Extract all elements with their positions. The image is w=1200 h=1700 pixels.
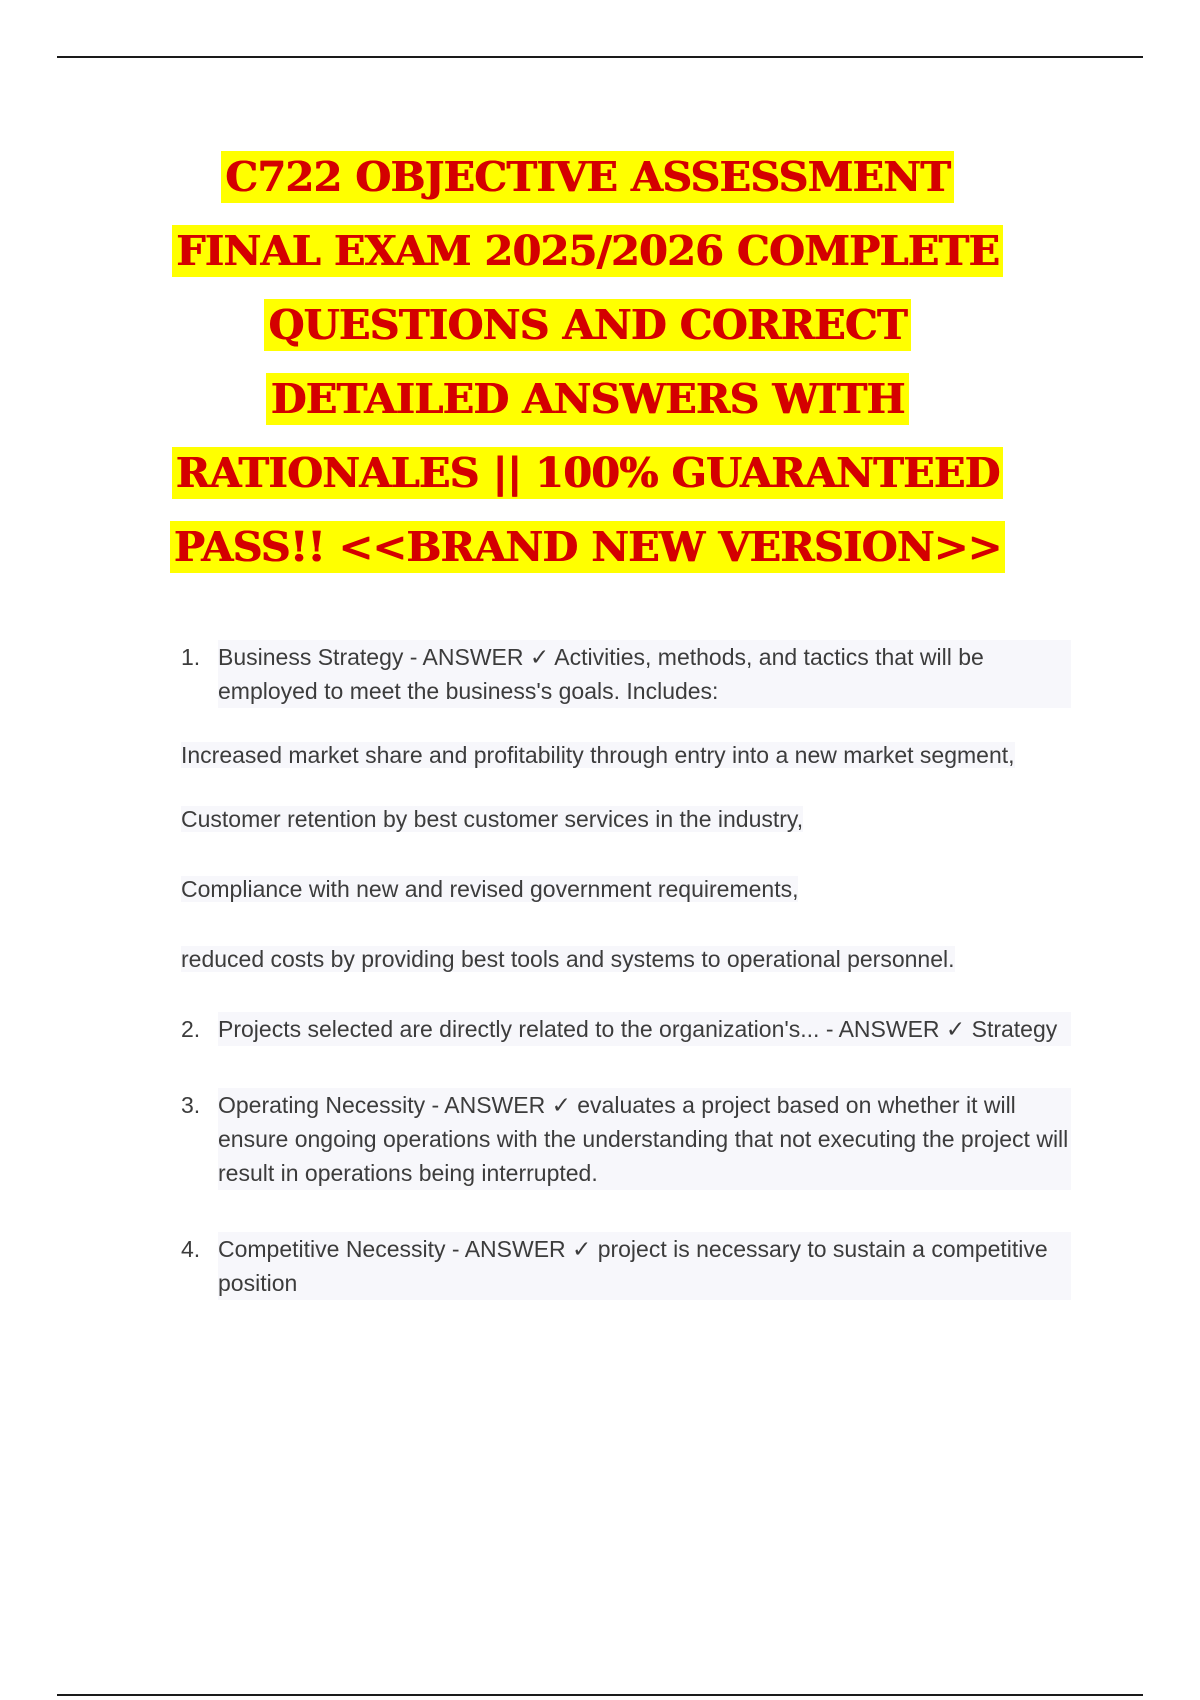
list-item-number: 3.: [181, 1092, 201, 1118]
list-item-text: Operating Necessity - ANSWER ✓ evaluates a project based on whether it will ensure ongoing operations with the understanding that not executing the project will result in operations being interrupted.: [218, 1088, 1071, 1190]
list-item: [181, 1012, 1071, 1046]
includes-paragraph: [181, 872, 1071, 906]
footer-rule: [57, 1694, 1143, 1696]
includes-text: Increased market share and profitability through entry into a new market segment,: [181, 742, 1015, 768]
includes-paragraph: [181, 942, 1071, 976]
document-title: C722 OBJECTIVE ASSESSMENT FINAL EXAM 2025/2026 COMPLETE QUESTIONS AND CORRECT DETAILED ANSWERS WITH RATIONALES || 100% GUARANTEED PASS!! <<BRAND NEW VERSION>>: [170, 151, 1006, 573]
list-item-text: Business Strategy - ANSWER ✓ Activities, methods, and tactics that will be employed to meet the business's goals. Includes:: [218, 640, 1071, 708]
list-item-number: 2.: [181, 1016, 201, 1042]
includes-paragraph: [181, 738, 1071, 772]
document-content: [181, 640, 1071, 1300]
list-item-text: Competitive Necessity - ANSWER ✓ project is necessary to sustain a competitive position: [218, 1232, 1071, 1300]
list-item: [181, 640, 1071, 708]
includes-text: Customer retention by best customer services in the industry,: [181, 806, 804, 832]
list-item-number: 4.: [181, 1236, 201, 1262]
includes-text: reduced costs by providing best tools and systems to operational personnel.: [181, 946, 955, 972]
includes-text: Compliance with new and revised government requirements,: [181, 876, 799, 902]
document-title-block: [160, 145, 1015, 589]
header-rule: [57, 56, 1143, 58]
list-item: [181, 1088, 1071, 1190]
includes-paragraph: [181, 802, 1071, 836]
list-item-text: Projects selected are directly related to the organization's... - ANSWER ✓ Strategy: [218, 1012, 1071, 1046]
list-item-number: 1.: [181, 644, 201, 670]
list-item: [181, 1232, 1071, 1300]
